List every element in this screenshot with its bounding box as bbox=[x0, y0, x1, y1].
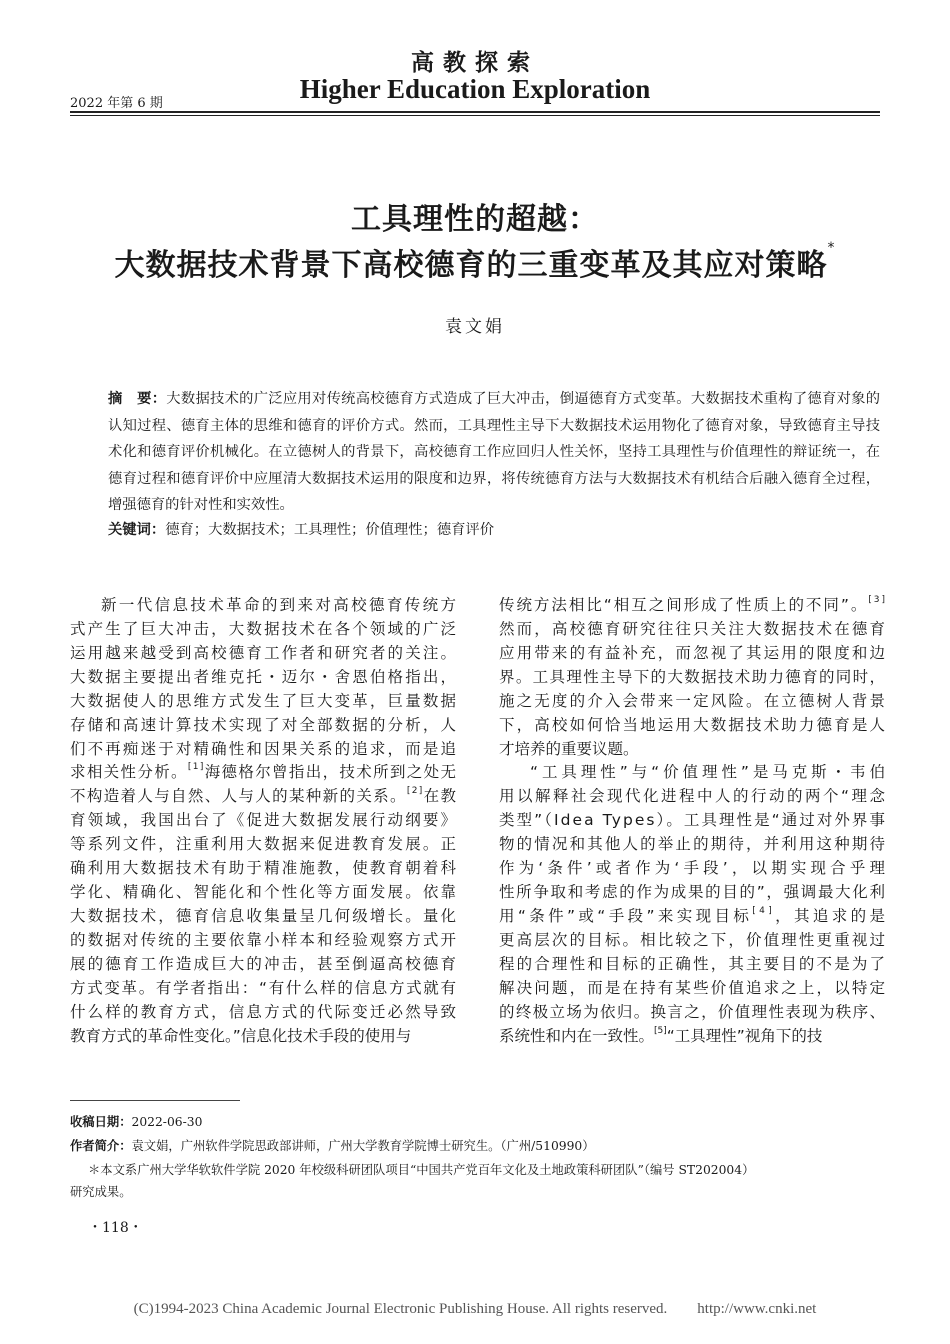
abstract-label: 摘 要： bbox=[108, 391, 167, 407]
body-line: 性所争取和考虑的作为成果的目的”，强调最大化利 bbox=[499, 883, 887, 902]
body-line: 类型”（Idea Types）。工具理性是“通过对外界事 bbox=[499, 811, 888, 830]
body-line: 大数据使人的思维方式发生了巨大变革，巨量数据 bbox=[70, 691, 459, 710]
body-line bbox=[70, 761, 456, 785]
author-name: 袁文娟 bbox=[445, 317, 505, 337]
body-text: 传统方法相比“相互之间形成了性质上的不同”。 bbox=[499, 596, 869, 614]
citation-ref-4[interactable]: [4] bbox=[752, 905, 776, 916]
body-line: 的终极立场为依归。换言之，价值理性表现为秩序、 bbox=[499, 1002, 887, 1021]
body-line: 展的德育工作造成巨大的冲击，甚至倒逼高校德育 bbox=[70, 954, 459, 973]
page-number: ・118・ bbox=[88, 1220, 143, 1236]
title-footnote-mark: * bbox=[827, 240, 836, 256]
body-line: 存储和高速计算技术实现了对全部数据的分析，人 bbox=[70, 715, 459, 734]
body-column-right bbox=[499, 594, 890, 1049]
body-line: 新一代信息技术革命的到来对高校德育传统方 bbox=[101, 596, 459, 614]
fund-note-line1: ＊本文系广州大学华软软件学院 2020 年校级科研团队项目“中国共产党百年文化及土地政策科研团队”（编号 ST202004） bbox=[88, 1163, 755, 1177]
copyright-notice: (C)1994-2023 China Academic Journal Electronic Publishing House. All rights reserved. http://www.cnki.net bbox=[133, 1301, 817, 1317]
body-line: 大数据技术，德育信息收集量呈几何级增长。量化 bbox=[70, 906, 459, 925]
header-rule-thin bbox=[70, 115, 880, 116]
body-line bbox=[499, 1025, 885, 1049]
body-line: 界。工具理性主导下的大数据技术助力德育的同时， bbox=[499, 667, 887, 686]
article-title-line1: 工具理性的超越： bbox=[351, 202, 599, 237]
body-line: 更高层次的目标。相比较之下，价值理性更重视过 bbox=[499, 930, 888, 949]
body-text: 求相关性分析。 bbox=[70, 763, 188, 782]
body-line: 应用带来的有益补充，而忽视了其运用的限度和边 bbox=[499, 643, 888, 662]
body-text: 海德格尔曾指出，技术所到之处无 bbox=[204, 763, 458, 782]
body-line: 教育方式的革命性变化。”信息化技术手段的使用与 bbox=[70, 1026, 412, 1045]
body-line: 的数据对传统的主要依靠小样本和经验观察方式开 bbox=[70, 930, 459, 949]
body-line: “工具理性”与“价值理性”是马克斯・韦伯 bbox=[530, 763, 889, 782]
citation-ref-2[interactable]: [2] bbox=[406, 786, 424, 797]
body-line: 运用越来越受到高校德育工作者和研究者的关注。 bbox=[70, 643, 459, 662]
body-line: 学化、精确化、智能化和个性化等方面发展。依靠 bbox=[70, 883, 459, 902]
received-value: 2022-06-30 bbox=[131, 1115, 203, 1129]
citation-ref-1[interactable]: [1] bbox=[187, 762, 205, 773]
body-line: 物的情况和其他人的举止的期待，并利用这种期待 bbox=[499, 835, 888, 854]
fund-note-line2: 研究成果。 bbox=[70, 1185, 132, 1199]
header-rule-thick bbox=[70, 111, 880, 113]
body-text: “工具理性”视角下的技 bbox=[666, 1026, 823, 1045]
received-label: 收稿日期： bbox=[70, 1115, 132, 1129]
keywords-text: 德育；大数据技术；工具理性；价值理性；德育评价 bbox=[165, 522, 495, 538]
journal-title-cn: 高教探索 bbox=[411, 49, 539, 76]
body-text: ，其追求的是 bbox=[775, 906, 889, 925]
body-text: 在教 bbox=[423, 787, 458, 806]
body-line: 们不再痴迷于对精确性和因果关系的追求，而是追 bbox=[70, 739, 459, 758]
body-line: 作为‘条件’或者作为‘手段’，以期实现合乎理 bbox=[499, 859, 890, 878]
body-line: 施之无度的介入会带来一定风险。在立德树人背景 bbox=[499, 691, 888, 710]
body-line: 程的合理性和目标的正确性，其主要目的不是为了 bbox=[499, 954, 888, 973]
body-line: 然而，高校德育研究往往只关注大数据技术在德育 bbox=[499, 619, 888, 638]
keywords-label: 关键词： bbox=[108, 522, 166, 538]
body-line: 解决问题，而是在持有某些价值追求之上，以特定 bbox=[499, 978, 888, 997]
author-info-value: 袁文娟，广州软件学院思政部讲师，广州大学教育学院博士研究生。（广州/510990） bbox=[131, 1139, 595, 1153]
issue-label: 2022 年第 6 期 bbox=[70, 96, 163, 111]
journal-title-en: Higher Education Exploration bbox=[299, 74, 651, 104]
body-line: 用以解释社会现代化进程中人的行动的两个“理念 bbox=[499, 787, 888, 806]
body-line: 等系列文件，注重利用大数据来促进教育发展。正 bbox=[70, 835, 459, 854]
body-text: 用“条件”或“手段”来实现目标 bbox=[499, 906, 753, 925]
footnote-rule bbox=[70, 1100, 240, 1101]
body-line bbox=[499, 594, 885, 618]
body-line bbox=[499, 905, 889, 929]
body-line: 大数据主要提出者维克托・迈尔・舍恩伯格指出， bbox=[70, 667, 459, 686]
body-line: 什么样的教育方式，信息方式的代际变迁必然导致 bbox=[70, 1002, 459, 1021]
body-text: 系统性和内在一致性。 bbox=[499, 1026, 655, 1045]
title-line2-text: 大数据技术背景下高校德育的三重变革及其应对策略 bbox=[114, 248, 828, 283]
body-line: 确利用大数据技术有助于精准施教，使教育朝着科 bbox=[70, 859, 459, 878]
citation-ref-3[interactable]: [3] bbox=[868, 595, 887, 605]
body-line: 方式变革。有学者指出：“有什么样的信息方式就有 bbox=[70, 978, 458, 997]
body-line: 育领域，我国出台了《促进大数据发展行动纲要》 bbox=[70, 811, 459, 830]
received-date bbox=[70, 1112, 202, 1132]
body-line bbox=[70, 785, 456, 809]
body-text: 不构造着人与自然、人与人的某种新的关系。 bbox=[70, 787, 407, 806]
author-info bbox=[70, 1136, 595, 1156]
author-info-label: 作者简介： bbox=[70, 1139, 132, 1153]
abstract bbox=[108, 386, 880, 519]
body-line: 下，高校如何恰当地运用大数据技术助力德育是人 bbox=[499, 715, 888, 734]
body-column-left bbox=[70, 594, 459, 1049]
citation-ref-5[interactable]: [5] bbox=[654, 1025, 667, 1036]
body-line: 才培养的重要议题。 bbox=[499, 739, 639, 758]
keywords bbox=[108, 517, 880, 544]
article-title-line2 bbox=[0, 240, 950, 284]
abstract-text: 大数据技术的广泛应用对传统高校德育方式造成了巨大冲击，倒逼德育方式变革。大数据技术重构了德育对象的认知过程、德育主体的思维和德育的评价方式。然而，工具理性主导下大数据技术运用物化了德育对象，导致德育主导技术化和德育评价机械化。在立德树人的背景下，高校德育工作应回归人性关怀，坚持工具理性与价值理性的辩证统一，在德育过程和德育评价中应厘清大数据技术运用的限度和边界，将传统德育方法与大数据技术有机结合后融入德育全过程，增强德育的针对性和实效性。 bbox=[108, 391, 881, 513]
body-line: 式产生了巨大冲击，大数据技术在各个领域的广泛 bbox=[70, 619, 459, 638]
